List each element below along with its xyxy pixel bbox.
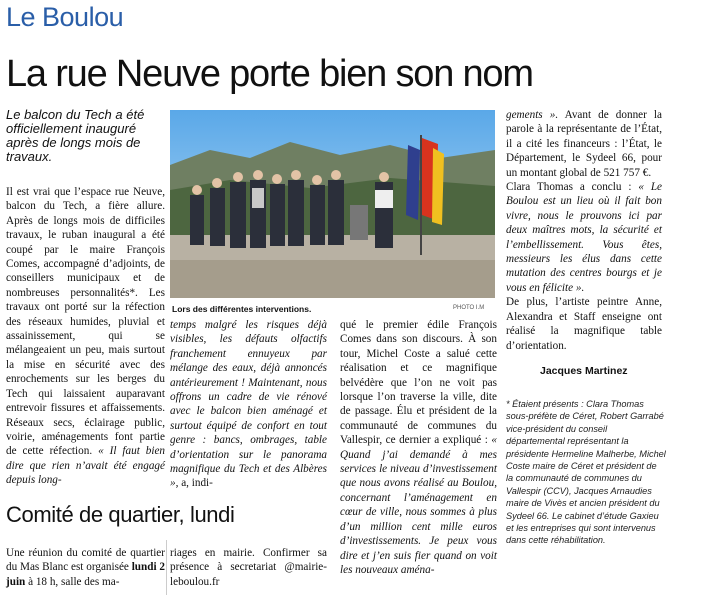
column-divider xyxy=(166,540,167,595)
headline: La rue Neuve porte bien son nom xyxy=(6,53,533,95)
brief-column-2 xyxy=(170,546,327,589)
quote-text: temps malgré les risques déjà visibles, les défauts olfactifs franchement ennuyeux par mélange des eaux, déjà annoncés antérieurement ! Maintenant, nous offrons un cadre de vie rénové avec le balcon bien aménagé et surtout équipé de confort en tout genre : bancs, ombrages, table d’orientation sur le panorama magnifique du Tech et des Albères », xyxy=(170,319,327,490)
brief-text: riages en mairie. Confirmer sa présence à secretariat @mairie-leboulou.fr xyxy=(170,547,327,588)
photo-illustration xyxy=(170,110,495,298)
article-column-4 xyxy=(506,108,662,353)
article-column-3 xyxy=(340,318,497,577)
footnote: * Étaient présents : Clara Thomas sous-préfète de Céret, Robert Garrabé vice-président du conseil départemental représentant la présidente Hermeline Malherbe, Michel Coste maire de Céret et président de la communauté de communes du Vallespir (CCV), Jacques Arnaudies maire de Vivès et ancien président du Sydeel 66. Le cabinet d’étude Gaxieu et les entreprises qui sont intervenus dans cette réhabilitation. xyxy=(506,399,666,546)
body-text: Il est vrai que l’espace rue Neuve, balcon du Tech, a fière allure. Après de longs mois de difficiles travaux, le ruban inaugural a été coupé par le maire François Comes, accompagné d’adjoints, de conseillers municipaux et de nombreuses personnalités*. Les travaux ont porté sur la réfection des réseaux humides, pluvial et assainissement, qui se mélangeaient un peu, mais surtout la mise en sécurité avec des enrochements sur les berges du Tech qui laissaient auparavant entrevoir fissures et affaissements. Réseaux secs, éclairage public, voirie, aménagements font partie de cette réfection. xyxy=(6,186,165,458)
brief-title: Comité de quartier, lundi xyxy=(6,502,235,527)
body-text: Avant de donner la parole à la représentante de l’État, il a cité les financeurs : l’État, le Département, le Sydeel 66, pour un montant global de 521 757 €. xyxy=(506,109,662,179)
photo-caption: Lors des différentes interventions. xyxy=(172,304,312,314)
quote-text: « Il faut bien dire que rien n’avait été engagé depuis long- xyxy=(6,445,166,487)
quote-text: gements ». xyxy=(506,109,559,121)
author-signature: Jacques Martinez xyxy=(540,365,628,377)
body-text: qué le premier édile François Comes dans son discours. À son tour, Michel Coste a salué cette réalisation et ce magnifique belvédère que l’on ne voit pas lorsque l’on traverse la ville, dite de passage. Élu et président de la communauté de communes du Vallespir, ce dernier a expliqué : xyxy=(340,319,497,447)
brief-date: lundi 2 juin xyxy=(6,561,165,588)
body-text: a, indi- xyxy=(178,477,213,490)
article-column-1 xyxy=(6,185,165,488)
body-text: De plus, l’artiste peintre Anne, Alexandra et Staff enseigne ont réalisé la magnifique table d’orientation. xyxy=(506,296,662,352)
lede: Le balcon du Tech a été officiellement inauguré après de longs mois de travaux. xyxy=(6,107,145,164)
brief-text: Une réunion du comité de quartier du Mas Blanc est organisée xyxy=(6,547,165,574)
article-column-2 xyxy=(170,318,327,491)
photo-credit: PHOTO I.M xyxy=(453,305,485,311)
quote-text: « Le Boulou est un lieu où il fait bon vivre, nous le prouvons ici par deux maîtres mots, la sécurité et l’embellissement. Vous êtes, messieurs les élus dans cette mutation des centres bourgs et je vous en félicite ». xyxy=(506,181,662,294)
section-kicker: Le Boulou xyxy=(6,2,124,32)
article-photo xyxy=(170,110,495,298)
brief-column-1 xyxy=(6,546,165,589)
brief-text: à 18 h, salle des ma- xyxy=(25,575,120,588)
quote-text: « Quand j’ai demandé à mes services le niveau d’investissement que nous avons réalisé au Boulou, concernant l’aménagement en cœur de ville, nous sommes à plus d’un million cent mille euros d’investissements. Je peux vous dire et j’en suis fier quand on voit les nouveaux aména- xyxy=(340,434,497,576)
body-text: Clara Thomas a conclu : xyxy=(506,181,639,194)
